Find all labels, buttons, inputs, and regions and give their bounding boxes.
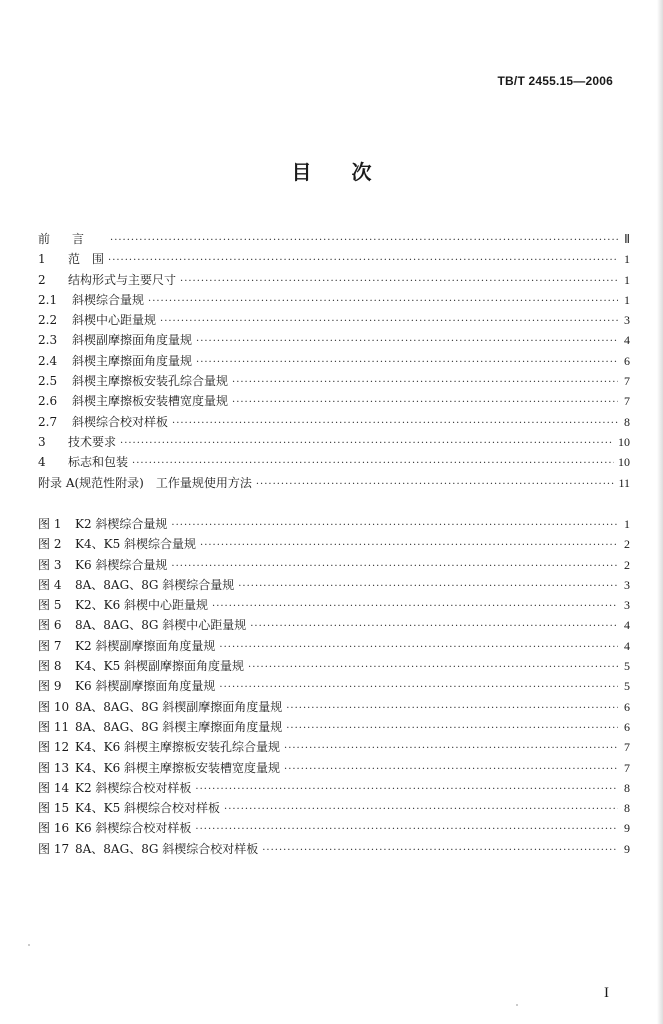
leader-dots xyxy=(224,800,618,820)
figure-entry xyxy=(38,575,630,595)
scan-speck xyxy=(516,1004,518,1006)
page-number: I xyxy=(604,985,609,1001)
figure-entry-page: 4 xyxy=(624,638,630,653)
toc-entry-page: 7 xyxy=(624,394,630,409)
leader-dots xyxy=(284,760,618,780)
figure-entry-label: K4、K6 斜楔主摩擦板安装孔综合量规 xyxy=(75,740,281,755)
figure-entry-label: K4、K5 斜楔副摩擦面角度量规 xyxy=(75,659,245,674)
toc-entry xyxy=(38,290,630,310)
leader-dots xyxy=(195,820,618,840)
leader-dots xyxy=(219,638,618,658)
toc-entry-page: 7 xyxy=(624,374,630,389)
toc-entry-number: 1 xyxy=(38,252,46,267)
toc-entry xyxy=(38,270,630,290)
toc-entry xyxy=(38,229,630,249)
toc-entry-number: 2 xyxy=(38,272,46,287)
figure-entry-label: K2 斜楔综合校对样板 xyxy=(75,780,192,795)
leader-dots xyxy=(110,231,618,251)
toc-entry-number: 2.7 xyxy=(38,414,58,429)
toc-entry-label: 结构形式与主要尺寸 xyxy=(68,272,177,287)
page-edge-shadow xyxy=(657,0,663,1024)
toc-entry xyxy=(38,452,630,472)
leader-dots xyxy=(195,780,618,800)
figure-entry-label: K2 斜楔综合量规 xyxy=(75,517,168,531)
leader-dots xyxy=(250,617,618,637)
figure-entry xyxy=(38,758,630,778)
title-char-1: 目 xyxy=(291,160,312,184)
figure-entry-number: 图 4 xyxy=(38,577,62,592)
toc-entry-number: 2.5 xyxy=(38,374,58,389)
leader-dots xyxy=(232,393,618,413)
figure-entry-number: 图 16 xyxy=(38,821,70,836)
figure-entry-page: 6 xyxy=(624,719,630,734)
toc-entry xyxy=(38,330,630,350)
leader-dots xyxy=(262,841,618,861)
toc-entry-label: 前言 xyxy=(38,232,107,246)
figure-entry-page: 7 xyxy=(624,760,630,775)
page-title xyxy=(0,156,663,185)
leader-dots xyxy=(108,251,618,271)
figure-entry xyxy=(38,818,630,838)
toc-entry xyxy=(38,412,630,432)
toc-entry xyxy=(38,391,630,411)
figure-entry-number: 图 8 xyxy=(38,659,62,674)
figure-entry xyxy=(38,676,630,696)
title-char-2: 次 xyxy=(351,160,372,184)
figure-entry-page: 2 xyxy=(624,557,630,572)
figure-entry-page: 8 xyxy=(624,780,630,795)
figure-entry-label: K4、K6 斜楔主摩擦板安装槽宽度量规 xyxy=(75,760,281,775)
toc-entry xyxy=(38,249,630,269)
figure-entry-number: 图 12 xyxy=(38,740,70,755)
leader-dots xyxy=(171,516,618,536)
figure-entry-page: 5 xyxy=(624,659,630,674)
toc-list xyxy=(38,229,630,493)
toc-entry xyxy=(38,310,630,330)
toc-entry-number: 2.2 xyxy=(38,313,58,328)
toc-entry-page: 6 xyxy=(624,353,630,368)
toc-entry-page: 1 xyxy=(624,272,630,287)
toc-entry xyxy=(38,432,630,452)
leader-dots xyxy=(196,332,618,352)
toc-entry-label: 技术要求 xyxy=(68,434,117,449)
leader-dots xyxy=(196,353,618,373)
toc-entry-label: 斜楔综合校对样板 xyxy=(72,414,169,429)
leader-dots xyxy=(286,719,618,739)
toc-entry-page: 1 xyxy=(624,292,630,307)
leader-dots xyxy=(160,312,618,332)
figure-entry-number: 图 11 xyxy=(38,719,70,734)
toc-entry-label: 斜楔中心距量规 xyxy=(72,313,157,328)
figure-entry-number: 图 7 xyxy=(38,638,62,653)
figure-entry xyxy=(38,534,630,554)
leader-dots xyxy=(148,292,618,312)
toc-entry-page: 10 xyxy=(618,434,630,449)
figure-entry-page: 6 xyxy=(624,699,630,714)
figure-entry xyxy=(38,555,630,575)
figure-entry-page: 9 xyxy=(624,841,630,856)
figure-entry-page: 5 xyxy=(624,679,630,694)
figure-entry-label: K4、K5 斜楔综合量规 xyxy=(75,537,197,552)
figure-entry xyxy=(38,636,630,656)
figure-entry xyxy=(38,798,630,818)
figure-entry-page: 9 xyxy=(624,821,630,836)
figure-entry-number: 图 13 xyxy=(38,760,70,775)
figure-entry-number: 图 9 xyxy=(38,679,62,694)
leader-dots xyxy=(238,577,618,597)
figure-entry-label: K4、K5 斜楔综合校对样板 xyxy=(75,801,221,816)
figure-entry-number: 图 6 xyxy=(38,618,62,633)
toc-entry-label: 斜楔主摩擦面角度量规 xyxy=(72,353,193,368)
figure-entry-page: 8 xyxy=(624,801,630,816)
figure-entry-number: 图 17 xyxy=(38,841,70,856)
figure-entry-number: 图 2 xyxy=(38,537,62,552)
figure-entry-label: K6 斜楔综合量规 xyxy=(75,557,168,572)
figure-entry-page: 7 xyxy=(624,740,630,755)
leader-dots xyxy=(132,454,614,474)
figure-entry-label: 8A、8AG、8G 斜楔主摩擦面角度量规 xyxy=(75,719,283,734)
toc-entry-page: 3 xyxy=(624,313,630,328)
figure-entry xyxy=(38,514,630,534)
toc-entry xyxy=(38,371,630,391)
figure-entry xyxy=(38,778,630,798)
figure-entry xyxy=(38,737,630,757)
figure-entry xyxy=(38,839,630,859)
toc-entry-page: 8 xyxy=(624,414,630,429)
figure-entry-label: K2、K6 斜楔中心距量规 xyxy=(75,598,209,613)
leader-dots xyxy=(172,414,618,434)
figure-entry-label: K2 斜楔副摩擦面角度量规 xyxy=(75,638,216,653)
toc-entry-number: 3 xyxy=(38,434,46,449)
figure-entry-number: 图 14 xyxy=(38,780,70,795)
toc-entry-label: 斜楔主摩擦板安装孔综合量规 xyxy=(72,374,229,389)
figure-entry-page: 1 xyxy=(624,517,630,531)
leader-dots xyxy=(232,373,618,393)
toc-entry-page: 1 xyxy=(624,252,630,267)
figure-entry-label: 8A、8AG、8G 斜楔中心距量规 xyxy=(75,618,247,633)
figure-entry-number: 图 5 xyxy=(38,598,62,613)
figure-entry-label: K6 斜楔副摩擦面角度量规 xyxy=(75,679,216,694)
figure-entry xyxy=(38,595,630,615)
toc-entry xyxy=(38,473,630,493)
figure-entry-page: 3 xyxy=(624,577,630,592)
leader-dots xyxy=(284,739,618,759)
leader-dots xyxy=(212,597,618,617)
toc-entry-number: 2.6 xyxy=(38,394,58,409)
toc-entry-page: 11 xyxy=(618,475,630,490)
toc-entry-label: 斜楔主摩擦板安装槽宽度量规 xyxy=(72,394,229,409)
figure-entry-number: 图 1 xyxy=(38,517,62,531)
figure-entry xyxy=(38,615,630,635)
figure-entry xyxy=(38,697,630,717)
figure-entry-label: 8A、8AG、8G 斜楔综合校对样板 xyxy=(75,841,259,856)
figure-entry-page: 3 xyxy=(624,598,630,613)
leader-dots xyxy=(180,272,618,292)
toc-entry-number: 2.1 xyxy=(38,292,58,307)
toc-entry-page: 4 xyxy=(624,333,630,348)
figure-entry-number: 图 3 xyxy=(38,557,62,572)
toc-entry-page: Ⅱ xyxy=(624,232,630,246)
figure-entry xyxy=(38,717,630,737)
leader-dots xyxy=(200,536,618,556)
toc-entry-page: 10 xyxy=(618,455,630,470)
standard-code: TB/T 2455.15—2006 xyxy=(497,74,613,88)
leader-dots xyxy=(286,699,618,719)
toc-entry-label: 标志和包装 xyxy=(68,455,129,470)
figure-entry-page: 4 xyxy=(624,618,630,633)
figure-entry-label: K6 斜楔综合校对样板 xyxy=(75,821,192,836)
toc-entry-number: 2.3 xyxy=(38,333,58,348)
figure-entry-number: 图 10 xyxy=(38,699,70,714)
scan-speck xyxy=(28,944,30,946)
toc-entry-label: 斜楔综合量规 xyxy=(72,292,145,307)
toc-entry-label: 附录 A(规范性附录) 工作量规使用方法 xyxy=(38,475,252,490)
leader-dots xyxy=(248,658,618,678)
figure-entry-label: 8A、8AG、8G 斜楔副摩擦面角度量规 xyxy=(75,699,283,714)
leader-dots xyxy=(219,678,618,698)
toc-entry-label: 范 围 xyxy=(68,252,105,267)
leader-dots xyxy=(120,434,614,454)
leader-dots xyxy=(171,557,618,577)
toc-entry-label: 斜楔副摩擦面角度量规 xyxy=(72,333,193,348)
toc-entry xyxy=(38,351,630,371)
figure-entry-page: 2 xyxy=(624,537,630,552)
figure-list xyxy=(38,514,630,859)
figure-entry xyxy=(38,656,630,676)
figure-entry-number: 图 15 xyxy=(38,801,70,816)
toc-entry-number: 2.4 xyxy=(38,353,58,368)
toc-entry-number: 4 xyxy=(38,455,46,470)
figure-entry-label: 8A、8AG、8G 斜楔综合量规 xyxy=(75,577,235,592)
leader-dots xyxy=(256,475,615,495)
